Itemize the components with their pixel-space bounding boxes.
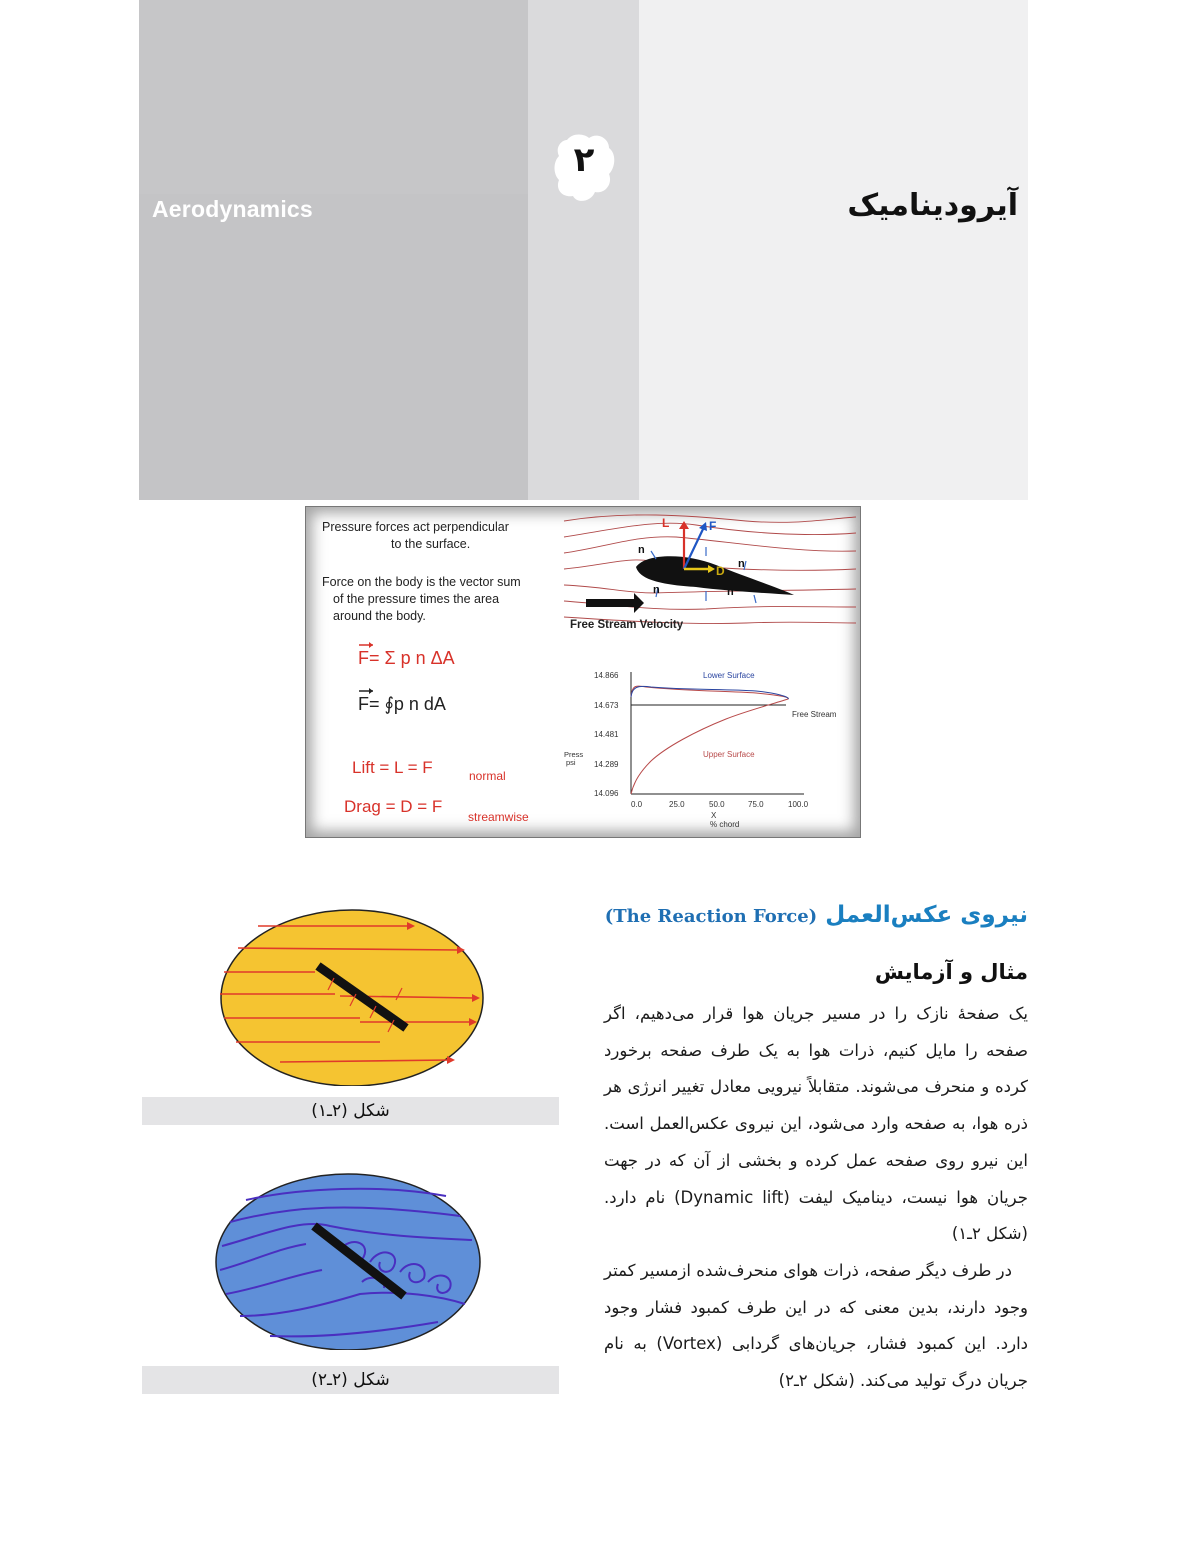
section-title [605, 902, 1028, 928]
paragraph: یک صفحهٔ نازک را در مسیر جریان هوا قرار می‌دهیم، اگر صفحه را مایل کنیم، ذرات هوا به یک طرف صفحه برخورد کرده و منحرف می‌شوند. متقابلاً نیرویی معادل تغییر انرژی هر ذره هوا، به صفحه وارد می‌شود، این نیروی عکس‌العمل است. این نیرو روی صفحه عمل کرده و بخشی از آن که در جهت جریان هوا نیست، دینامیک لیفت (Dynamic lift) نام دارد. (شکل ۲ـ۱) [604, 1004, 1028, 1244]
normal-label: n [738, 558, 745, 570]
x-tick: 100.0 [788, 800, 809, 809]
lower-surface-label: Lower Surface [703, 671, 755, 680]
chapter-number: ۲ [573, 140, 595, 180]
force-text-line: around the body. [333, 609, 426, 623]
free-stream-arrow-icon [634, 593, 644, 613]
upper-surface-label: Upper Surface [703, 750, 755, 759]
figure-caption: شکل (۲ـ۱) [142, 1097, 559, 1125]
section-title-persian: نیروی عکس‌العمل [825, 902, 1028, 928]
y-tick: 14.289 [594, 760, 619, 769]
x-tick: 75.0 [748, 800, 764, 809]
normal-label: n [727, 586, 734, 598]
reaction-force-figure [210, 902, 490, 1086]
lift-letter: L [662, 516, 670, 530]
chapter-title-english: Aerodynamics [152, 196, 313, 222]
drag-subscript: streamwise [468, 810, 529, 824]
upper-surface-curve [631, 686, 788, 794]
y-tick: 14.673 [594, 701, 619, 710]
figure-caption: شکل (۲ـ۲) [142, 1366, 559, 1394]
equation-integral: F= ∮p n dA [358, 694, 446, 714]
x-axis-label: X [711, 811, 717, 820]
normal-label: n [638, 544, 645, 556]
free-stream-plot-label: Free Stream [792, 710, 837, 719]
free-stream-label: Free Stream Velocity [570, 619, 684, 631]
x-tick: 50.0 [709, 800, 725, 809]
y-tick: 14.096 [594, 789, 619, 798]
header-panel-middle [528, 0, 639, 500]
body-text [604, 996, 1028, 1400]
header-panel-left-top [139, 0, 528, 194]
header-panel-left-bottom [139, 194, 528, 500]
vortex-flow-figure [210, 1166, 490, 1350]
equation-sum: F= Σ p n ΔA [358, 648, 455, 668]
paragraph: در طرف دیگر صفحه، ذرات هوای منحرف‌شده ازمسیر کمتر وجود دارند، بدین معنی که در این طرف کمبود فشار وجود دارد. این کمبود فشار، جریان‌های گردابی (Vortex) به نام جریان درگ تولید می‌کند. (شکل ۲ـ۲) [604, 1260, 1029, 1391]
pressure-text-line: Pressure forces act perpendicular [322, 520, 509, 534]
drag-letter: D [716, 564, 725, 578]
subsection-title: مثال و آزمایش [874, 960, 1028, 984]
y-axis-label: Press [564, 750, 584, 759]
chapter-title-persian: آیرودینامیک [847, 188, 1018, 223]
lift-equation: Lift = L = F [352, 758, 433, 777]
pressure-plot [564, 671, 837, 829]
x-tick: 0.0 [631, 800, 643, 809]
force-letter: F [709, 519, 717, 533]
y-axis-label: psi [566, 758, 576, 767]
x-tick: 25.0 [669, 800, 685, 809]
normal-label: n [653, 584, 660, 596]
x-axis-label: % chord [710, 820, 740, 829]
header-panel-right [639, 0, 1028, 500]
y-tick: 14.481 [594, 730, 619, 739]
lift-subscript: normal [469, 769, 506, 783]
force-text-line: of the pressure times the area [333, 592, 500, 606]
y-tick: 14.866 [594, 671, 619, 680]
drag-equation: Drag = D = F [344, 797, 443, 816]
airfoil-pressure-figure [305, 506, 861, 838]
pressure-text-line: to the surface. [391, 537, 471, 551]
section-title-english: (The Reaction Force) [604, 906, 818, 927]
force-text-line: Force on the body is the vector sum [322, 575, 521, 589]
